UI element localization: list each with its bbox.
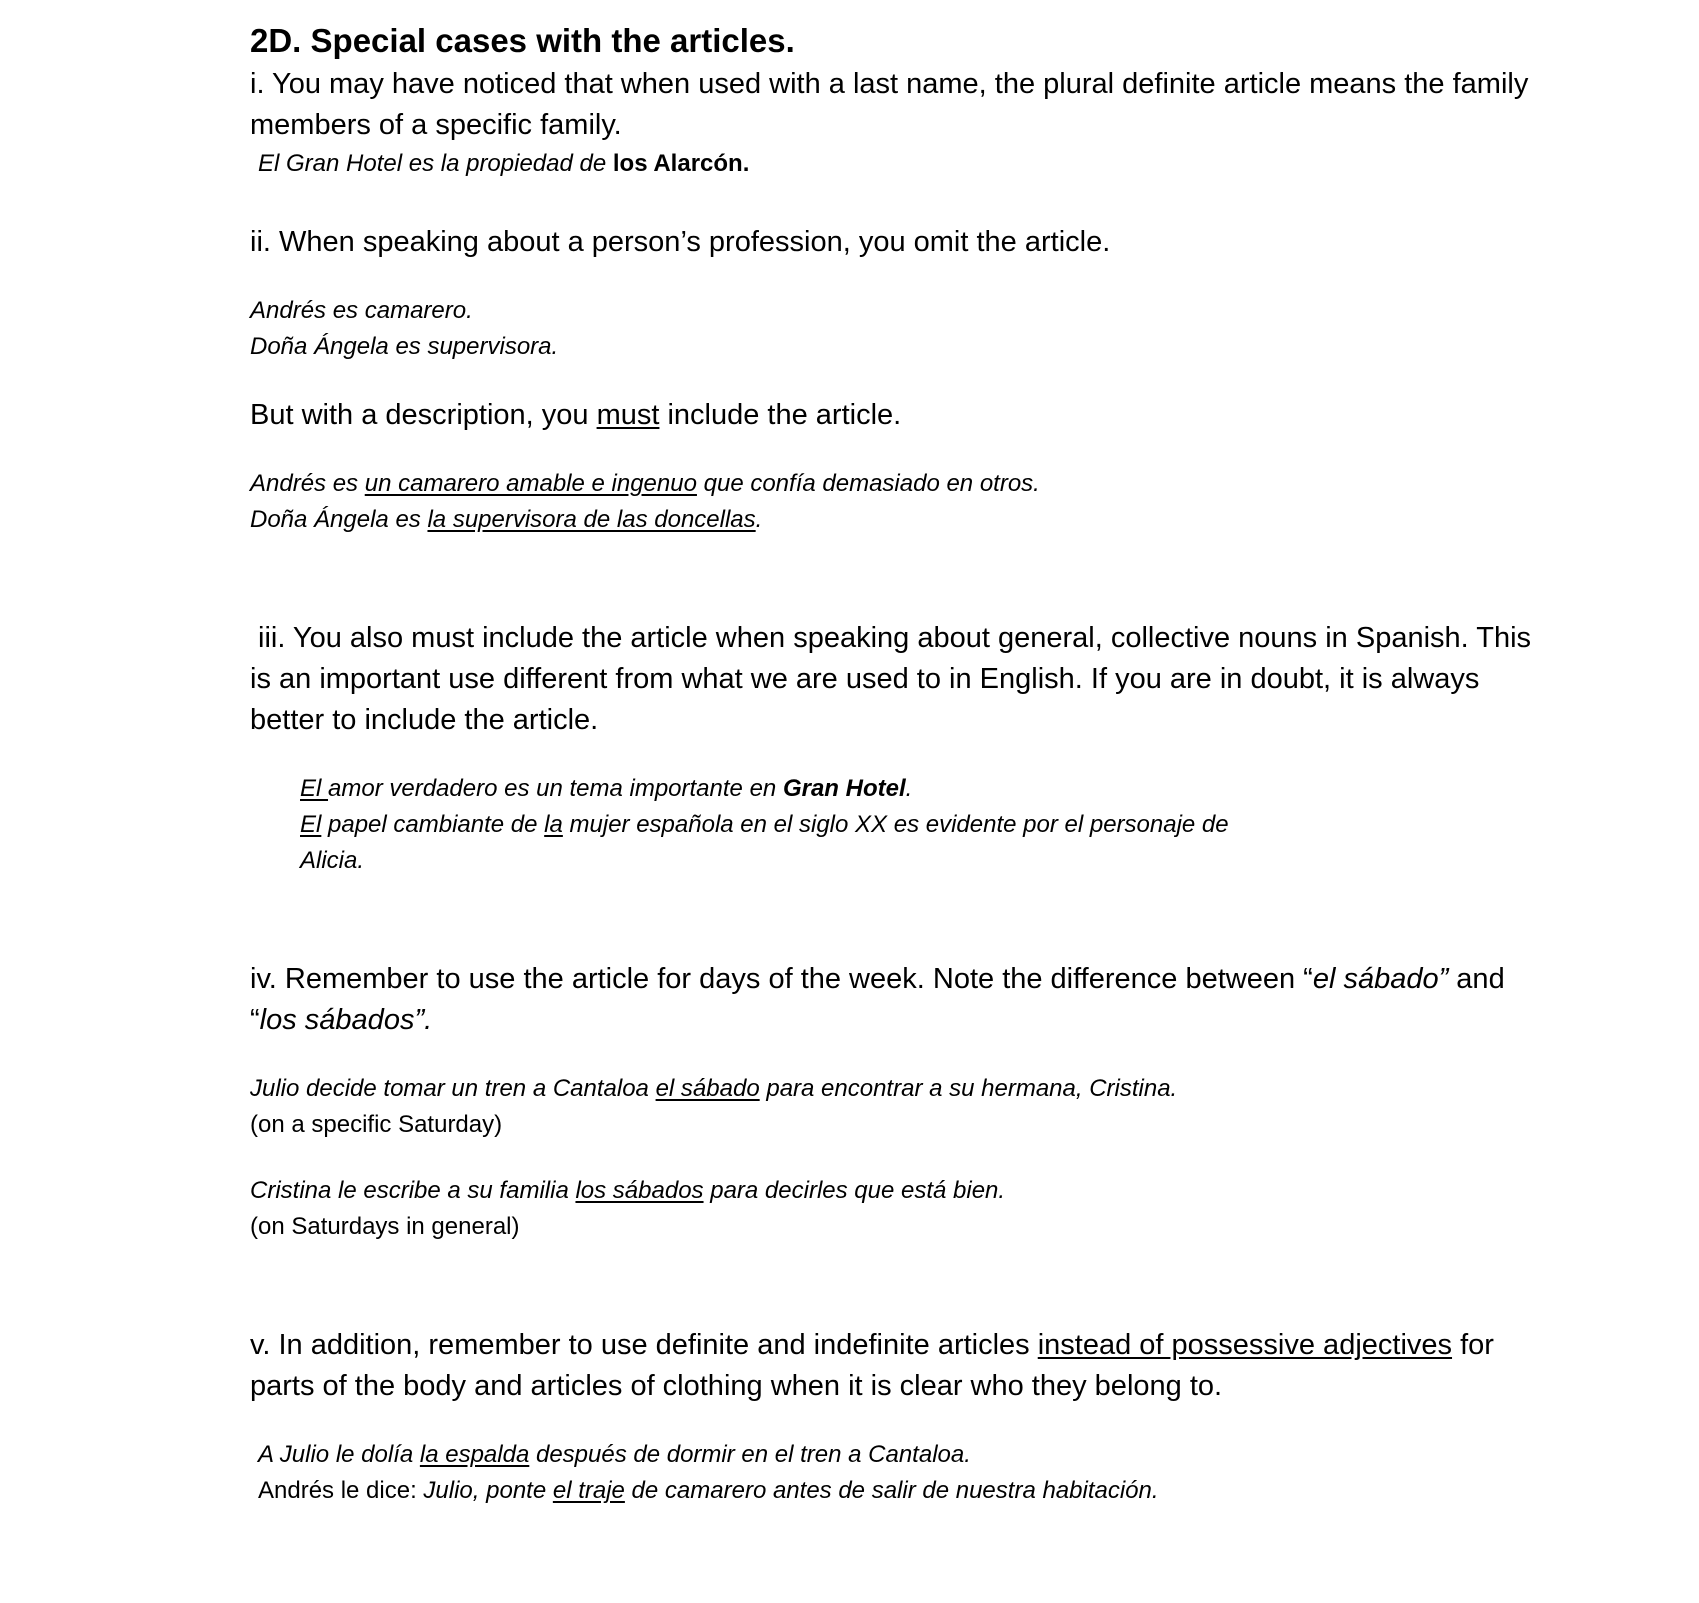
section-iii-example-2 xyxy=(300,807,1540,879)
section-ii-example-4 xyxy=(250,502,1540,538)
section-ii-example-1: Andrés es camarero. xyxy=(250,297,473,324)
text: But with a description, you xyxy=(250,399,597,431)
text: papel cambiante de xyxy=(321,811,545,838)
section-v-text xyxy=(250,1325,1540,1407)
section-i-example xyxy=(250,146,1540,182)
text: después de dormir en el tren a Cantaloa. xyxy=(529,1441,971,1468)
section-v-example-2 xyxy=(250,1473,1540,1509)
underlined-text: la supervisora de las doncellas xyxy=(427,506,756,533)
text: Julio, ponte xyxy=(423,1477,553,1504)
text: Alicia. xyxy=(300,847,365,874)
text: Cristina le escribe a su familia xyxy=(250,1177,576,1204)
text: A Julio le dolía xyxy=(258,1441,420,1468)
section-iv-example-2 xyxy=(250,1173,1540,1209)
text: include the article. xyxy=(659,399,902,431)
section-iv-example-1 xyxy=(250,1071,1540,1107)
page-title: 2D. Special cases with the articles. xyxy=(250,22,795,59)
text: mujer española en el siglo XX es evidente por el personaje de xyxy=(562,811,1229,838)
text: . xyxy=(755,506,763,533)
section-ii-example-3 xyxy=(250,466,1540,502)
text: Doña Ángela es xyxy=(250,506,428,533)
underlined-text: must xyxy=(596,399,660,431)
text: . xyxy=(905,775,913,802)
section-ii-description-rule xyxy=(250,395,1540,436)
text: para decirles que está bien. xyxy=(703,1177,1006,1204)
italic-text: los sábados”. xyxy=(259,1004,433,1036)
underlined-text: los sábados xyxy=(575,1177,704,1204)
section-iii-examples xyxy=(250,771,1540,879)
text: and “ xyxy=(250,963,1505,1036)
section-iv-note-1: (on a specific Saturday) xyxy=(250,1111,503,1138)
underlined-text: el sábado xyxy=(655,1075,760,1102)
text: for parts of the body and articles of clothing when it is clear who they belong to. xyxy=(250,1329,1494,1402)
section-iv-text xyxy=(250,959,1540,1041)
section-iii-text: iii. You also must include the article when speaking about general, collective nouns in Spanish. This is an important use different from what we are used to in English. If you are in doubt, it is always better to include the article. xyxy=(250,622,1532,736)
text: Julio decide tomar un tren a Cantaloa xyxy=(250,1075,656,1102)
section-iv-note-2: (on Saturdays in general) xyxy=(250,1213,520,1240)
document-page xyxy=(250,18,1540,1509)
example-bold: los Alarcón. xyxy=(612,150,750,177)
underlined-text: un camarero amable e ingenuo xyxy=(364,470,697,497)
underlined-text: la espalda xyxy=(419,1441,530,1468)
section-iii-example-1 xyxy=(300,771,1540,807)
text: que confía demasiado en otros. xyxy=(696,470,1040,497)
section-v-example-1 xyxy=(250,1437,1540,1473)
underlined-text: instead of possessive adjectives xyxy=(1037,1329,1453,1361)
text: de camarero antes de salir de nuestra habitación. xyxy=(624,1477,1159,1504)
text: iv. Remember to use the article for days of the week. Note the difference between “ xyxy=(250,963,1313,995)
text: Andrés le dice: xyxy=(258,1477,424,1504)
example-text: El Gran Hotel es la propiedad de xyxy=(258,150,613,177)
underlined-text: la xyxy=(544,811,563,838)
underlined-text: el traje xyxy=(552,1477,625,1504)
text: amor verdadero es un tema importante en xyxy=(328,775,783,802)
section-i-text: i. You may have noticed that when used with a last name, the plural definite article means the family members of a specific family. xyxy=(250,68,1529,141)
underlined-text: El xyxy=(300,775,329,802)
text: para encontrar a su hermana, Cristina. xyxy=(759,1075,1178,1102)
italic-text: el sábado” xyxy=(1312,963,1449,995)
section-ii-text: ii. When speaking about a person’s profession, you omit the article. xyxy=(250,226,1111,258)
text: Andrés es xyxy=(250,470,365,497)
section-ii-example-2: Doña Ángela es supervisora. xyxy=(250,333,559,360)
bold-text: Gran Hotel xyxy=(782,775,906,802)
underlined-text: El xyxy=(300,811,322,838)
text: v. In addition, remember to use definite and indefinite articles xyxy=(250,1329,1038,1361)
